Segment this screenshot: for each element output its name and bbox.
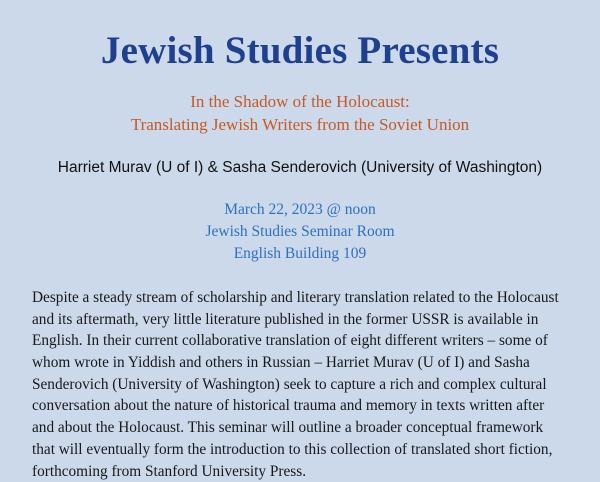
page-title: Jewish Studies Presents [100, 29, 500, 72]
event-date-time: March 22, 2023 @ noon [224, 200, 376, 218]
event-subtitle-line-1: In the Shadow of the Holocaust: [190, 91, 410, 111]
event-location-building: English Building 109 [233, 244, 367, 262]
event-subtitle [0, 72, 600, 137]
event-location-room: Jewish Studies Seminar Room [205, 222, 395, 240]
speakers-line: Harriet Murav (U of I) & Sasha Senderovich (University of Washington) [57, 158, 543, 176]
event-details [0, 177, 600, 265]
event-subtitle-line-2: Translating Jewish Writers from the Soviet Union [130, 114, 470, 134]
event-abstract: Despite a steady stream of scholarship and literary translation related to the Holocaust and its aftermath, very little literature published in the former USSR is available in English. In their current collaborative translation of eight different writers – some of whom wrote in Yiddish and others in Russian – Harriet Murav (U of I) and Sasha Senderovich (University of Washington) seek to capture a rich and complex cultural conversation about the nature of historical trauma and memory in texts written after and about the Holocaust. This seminar will outline a broader conceptual framework that will eventually form the introduction to this collection of translated short fiction, forthcoming from Stanford University Press. [32, 288, 559, 480]
